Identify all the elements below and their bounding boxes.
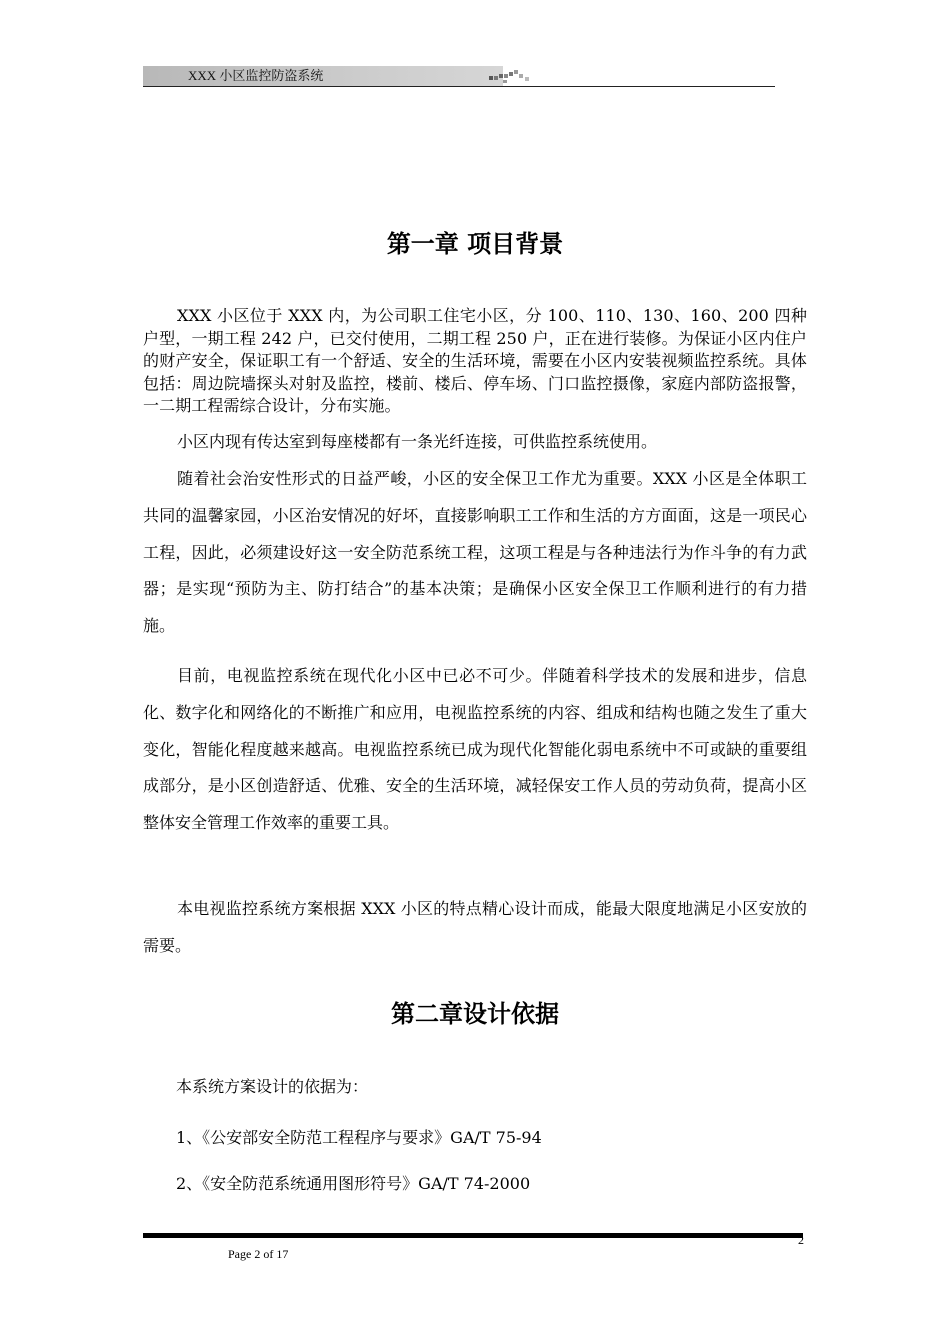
basis-list-item: 1、《公安部安全防范工程程序与要求》GA/T 75-94 (176, 1128, 542, 1147)
chapter1-paragraph-4: 目前，电视监控系统在现代化小区中已必不可少。伴随着科学技术的发展和进步，信息化、数字化和网络化的不断推广和应用，电视监控系统的内容、组成和结构也随之发生了重大变化，智能化程度越来越高。电视监控系统已成为现代化智能化弱电系统中不可或缺的重要组成部分，是小区创造舒适、优雅、安全的生活环境，减轻保安工作人员的劳动负荷，提高小区整体安全管理工作效率的重要工具。 (143, 666, 807, 833)
header-pixel-decoration (489, 70, 533, 84)
chapter1-paragraph-1: XXX 小区位于 XXX 内，为公司职工住宅小区，分 100、110、130、160、200 四种户型，一期工程 242 户，已交付使用，二期工程 250 户，正在进行装修。为保证小区内住户的财产安全，保证职工有一个舒适、安全的生活环境，需要在小区内安装视频监控系统。具体包括：周边院墙探头对射及监控，楼前、楼后、停车场、门口监控摄像，家庭内部防盗报警，一二期工程需综合设计，分布实施。 (143, 306, 807, 415)
basis-list-item: 2、《安全防范系统通用图形符号》GA/T 74-2000 (176, 1174, 531, 1193)
footer-page-number: 2 (798, 1233, 804, 1247)
chapter1-title: 第一章 项目背景 (386, 230, 564, 258)
footer-page-label: Page 2 of 17 (228, 1247, 289, 1261)
header-rule (143, 86, 775, 87)
footer-rule (143, 1233, 803, 1238)
chapter1-paragraph-2: 小区内现有传达室到每座楼都有一条光纤连接，可供监控系统使用。 (177, 432, 658, 451)
chapter1-paragraph-5: 本电视监控系统方案根据 XXX 小区的特点精心设计而成，能最大限度地满足小区安放的需要。 (143, 899, 807, 955)
chapter2-intro: 本系统方案设计的依据为： (176, 1077, 369, 1096)
header-title: XXX 小区监控防盗系统 (188, 68, 324, 83)
chapter2-title: 第二章设计依据 (391, 1000, 559, 1028)
chapter1-paragraph-3: 随着社会治安性形式的日益严峻，小区的安全保卫工作尤为重要。XXX 小区是全体职工共同的温馨家园，小区治安情况的好坏，直接影响职工工作和生活的方方面面，这是一项民心工程，因此，必须建设好这一安全防范系统工程，这项工程是与各种违法行为作斗争的有力武器；是实现“预防为主、防打结合”的基本决策；是确保小区安全保卫工作顺利进行的有力措施。 (143, 469, 807, 636)
